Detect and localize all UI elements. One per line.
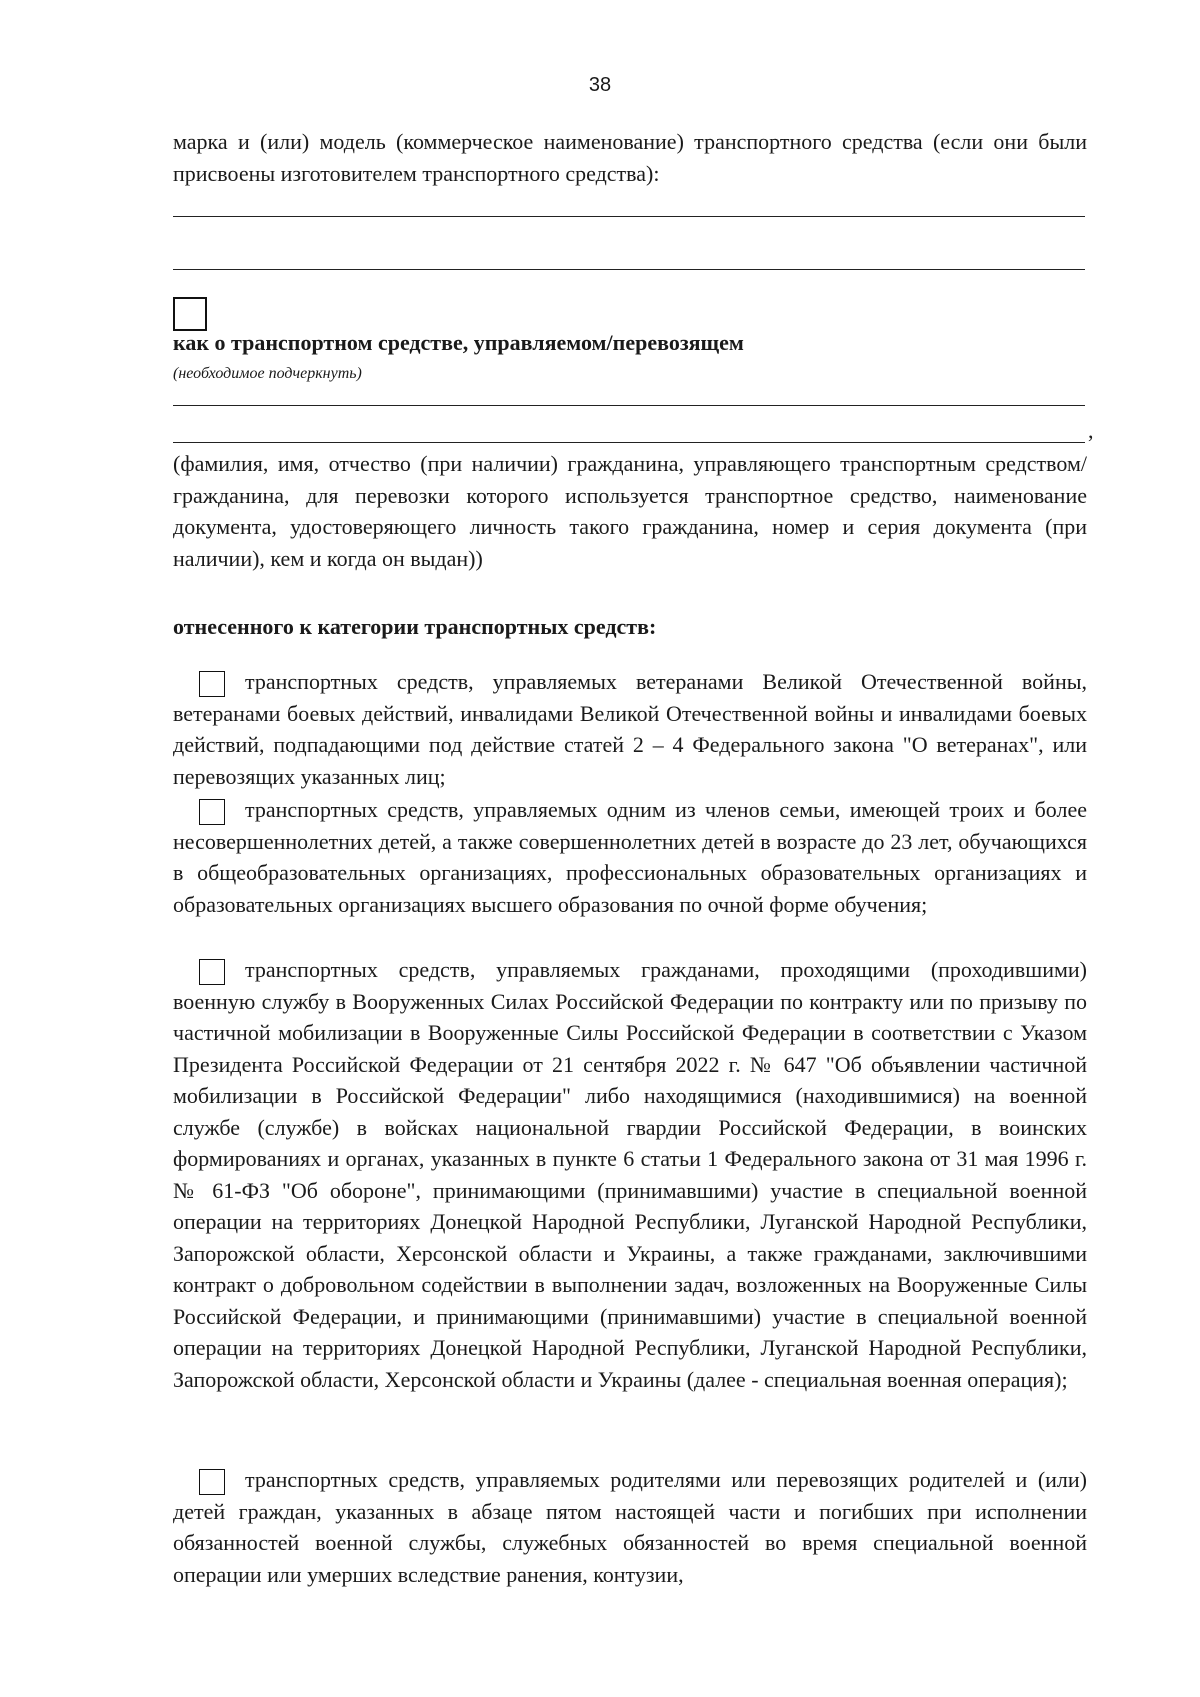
citizen-description-block	[173, 448, 1087, 574]
category-heading: отнесенного к категории транспортных средств:	[173, 614, 657, 639]
category-item-large-family	[173, 794, 1087, 920]
page-number: 38	[588, 74, 612, 96]
citizen-description: (фамилия, имя, отчество (при наличии) гражданина, управляющего транспортным средством/гражданина, для перевозки которого используется транспортное средство, наименование документа, удостоверяющего личность такого гражданина, номер и серия документа (при наличии), кем и когда он выдан))	[173, 451, 1087, 571]
underline-note: (необходимое подчеркнуть)	[173, 365, 362, 382]
fill-line-1[interactable]	[173, 216, 1085, 217]
intro-paragraph: марка и (или) модель (коммерческое наименование) транспортного средства (если они были присвоены изготовителем транспортного средства):	[173, 129, 1087, 186]
category-text-large-family: транспортных средств, управляемых одним из членов семьи, имеющей троих и более несовершеннолетних детей, а также совершеннолетних детей в возрасте до 23 лет, обучающихся в общеобразовательных организациях, профессиональных образовательных организациях и образовательных организациях высшего образования по очной форме обучения;	[173, 797, 1087, 917]
category-checkbox-military[interactable]	[199, 959, 225, 985]
fill-line-4[interactable]	[173, 442, 1085, 443]
category-item-veterans	[173, 666, 1087, 792]
fill-line-3[interactable]	[173, 405, 1085, 406]
category-item-military	[173, 954, 1087, 1395]
vehicle-checkbox[interactable]	[173, 297, 207, 331]
fill-line-2[interactable]	[173, 269, 1085, 270]
intro-paragraph-block	[173, 126, 1087, 189]
category-item-parents	[173, 1464, 1087, 1590]
category-text-veterans: транспортных средств, управляемых ветеранами Великой Отечественной войны, ветеранами боевых действий, инвалидами Великой Отечественной войны и инвалидами боевых действий, подпадающими под действие статей 2 – 4 Федерального закона "О ветеранах", или перевозящих указанных лиц;	[173, 669, 1087, 789]
line-comma: ,	[1088, 418, 1094, 443]
category-text-military: транспортных средств, управляемых гражданами, проходящими (проходившими) военную службу в Вооруженных Силах Российской Федерации по контракту или по призыву по частичной мобилизации в Вооруженные Силы Российской Федерации в соответствии с Указом Президента Российской Федерации от 21 сентября 2022 г. № 647 "Об объявлении частичной мобилизации в Российской Федерации" либо находящимися (находившимися) на военной службе (службе) в войсках национальной гвардии Российской Федерации, в воинских формированиях и органах, указанных в пункте 6 статьи 1 Федерального закона от 31 мая 1996 г. № 61-ФЗ "Об обороне", принимающими (принимавшими) участие в специальной военной операции на территориях Донецкой Народной Республики, Луганской Народной Республики, Запорожской области, Херсонской области и Украины, а также гражданами, заключившими контракт о добровольном содействии в выполнении задач, возложенных на Вооруженные Силы Российской Федерации, и принимающими (принимавшими) участие в специальной военной операции на территориях Донецкой Народной Республики, Луганской Народной Республики, Запорожской области, Херсонской области и Украины (далее - специальная военная операция);	[173, 957, 1087, 1392]
category-checkbox-veterans[interactable]	[199, 671, 225, 697]
category-checkbox-large-family[interactable]	[199, 799, 225, 825]
vehicle-heading: как о транспортном средстве, управляемом/перевозящем	[173, 330, 744, 355]
category-checkbox-parents[interactable]	[199, 1469, 225, 1495]
category-text-parents: транспортных средств, управляемых родителями или перевозящих родителей и (или) детей граждан, указанных в абзаце пятом настоящей части и погибших при исполнении обязанностей военной службы, служебных обязанностей во время специальной военной операции или умерших вследствие ранения, контузии,	[173, 1467, 1087, 1587]
